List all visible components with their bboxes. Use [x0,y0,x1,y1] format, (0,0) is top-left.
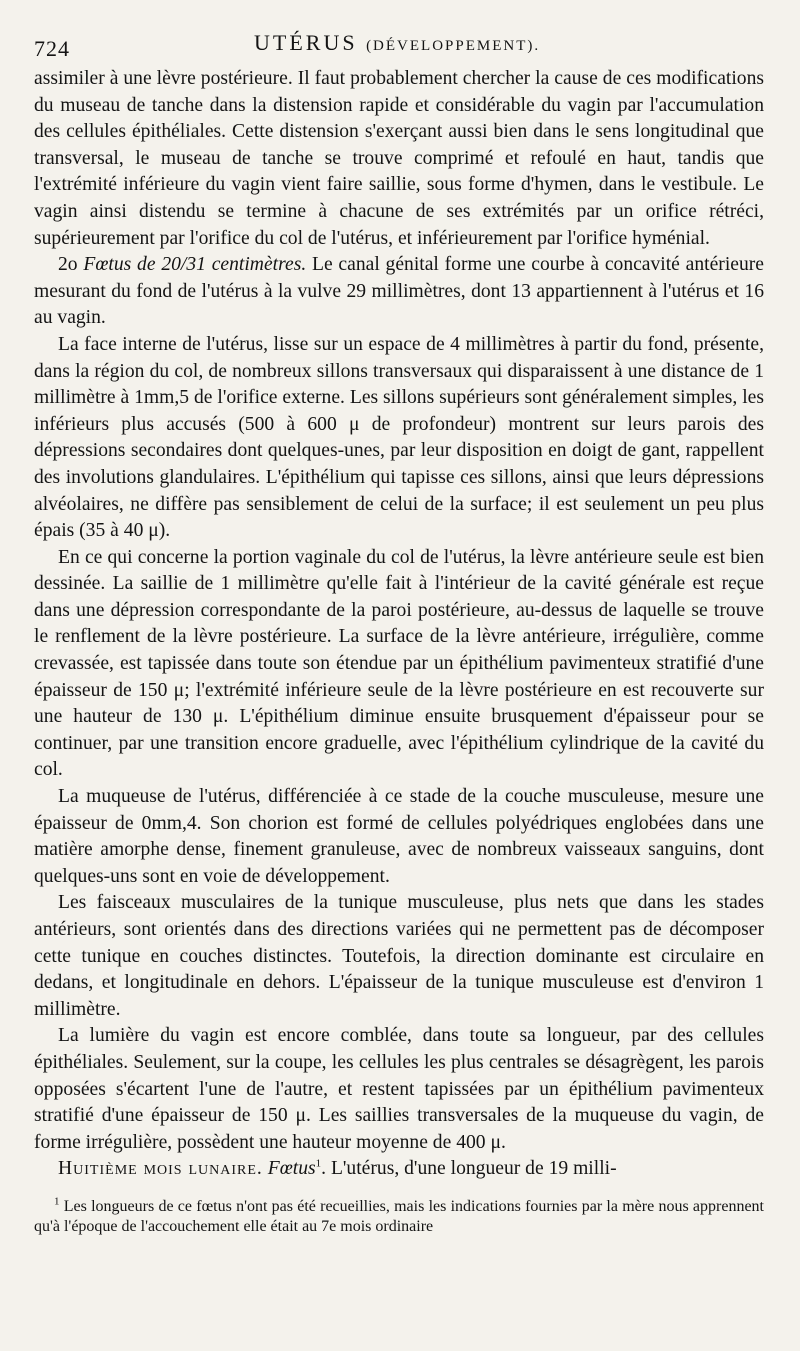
paragraph: assimiler à une lèvre postérieure. Il faut probablement chercher la cause de ces modifications du museau de tanche dans la distension rapide et considérable du vagin par l'accumulation des cellules épithéliales. Cette distension s'exerçant aussi bien dans le sens longitudinal que transversal, le museau de tanche se trouve comprimé et refoulé en haut, tandis que l'extrémité inférieure du vagin vient faire saillie, sous forme d'hymen, dans le vestibule. Le vagin ainsi distendu se termine à chacune de ses extrémités par un orifice rétréci, supérieurement par l'orifice du col de l'utérus, et inférieurement par l'orifice hyménial. [34,68,764,249]
page-number: 724 [34,36,70,61]
paragraph: Les faisceaux musculaires de la tunique musculeuse, plus nets que dans les stades antérieurs, sont orientés dans des directions variées qui ne permettent pas de décomposer cette tunique en couches distinctes. Toutefois, la direction dominante est circulaire en dedans, et longitudinale en dehors. L'épaisseur de la tunique musculeuse est d'environ 1 millimètre. [34,892,764,1020]
paragraph: En ce qui concerne la portion vaginale du col de l'utérus, la lèvre antérieure seule est bien dessinée. La saillie de 1 millimètre qu'elle fait à l'intérieur de la cavité générale est reçue dans une dépression correspondante de la paroi postérieure, au-dessus de laquelle se trouve le renflement de la lèvre postérieure. La surface de la lèvre antérieure, irrégulière, comme crevassée, est tapissée dans toute son étendue par un épithélium pavimenteux stratifié d'une épaisseur de 150 μ; l'extrémité inférieure seule de la lèvre postérieure en est recouverte sur une hauteur de 130 μ. L'épithélium diminue ensuite brusquement d'épaisseur pour se continuer, par une transition encore graduelle, avec l'épithélium cylindrique de la cavité du col. [34,546,764,781]
running-header [34,22,764,66]
section-number: 2o [58,254,78,276]
paragraph: La muqueuse de l'utérus, différenciée à ce stade de la couche musculeuse, mesure une épaisseur de 0mm,4. Son chorion est formé de cellules polyédriques englobées dans une matière amorphe dense, finement granuleuse, avec de nombreux vaisseaux sanguins, dont quelques-uns sont en voie de développement. [34,786,764,887]
paragraph: La lumière du vagin est encore comblée, dans toute sa longueur, par des cellules épithéliales. Seulement, sur la coupe, les cellules les plus centrales se désagrègent, les parois opposées s'écartent l'une de l'autre, et restent tapissées par un épithélium pavimenteux stratifié d'une épaisseur de 150 μ. Les saillies transversales de la muqueuse du vagin, de forme irrégulière, possèdent une hauteur moyenne de 400 μ. [34,1025,764,1153]
footnote [34,1197,764,1237]
footnote-separator [34,1183,764,1191]
body-text [34,66,764,1183]
footnote-mark: 1 [315,1157,322,1170]
section-text: Le canal génital forme une courbe à concavité antérieure mesurant du fond de l'utérus à la vulve 29 millimètres, dont 13 appartiennent à l'utérus et 16 au vagin. [34,254,764,329]
running-title-sub: (DÉVELOPPEMENT). [366,38,541,54]
paragraph: La face interne de l'utérus, lisse sur un espace de 4 millimètres à partir du fond, présente, dans la région du col, de nombreux sillons transversaux qui disparaissent à une distance de 1 millimètre à 1mm,5 de l'orifice externe. Les sillons supérieurs sont généralement simples, les inférieurs plus accusés (500 à 600 μ de profondeur) montrent sur leurs parois des dépressions secondaires dont quelques-unes, par leur disposition en doigt de gant, rappellent des involutions glandulaires. L'épithélium qui tapisse ces sillons, ainsi que leurs dépressions alvéolaires, ne diffère pas sensiblement de celui de la surface; il est seulement un peu plus épais (35 à 40 μ). [34,333,764,542]
section-title: Fœtus de 20/31 centimètres. [83,254,307,276]
paragraph-huitieme-mois [34,1156,764,1183]
section-heading: Huitième mois lunaire. [58,1158,263,1180]
foetus-label: Fœtus [267,1158,316,1180]
footnote-text: Les longueurs de ce fœtus n'ont pas été recueillies, mais les indications fournies par la mère nous apprennent qu'à l'époque de l'accouchement elle était au 7e mois ordinaire [34,1197,764,1235]
paragraph-foetus-20-31 [34,252,764,332]
running-title-main: UTÉRUS [254,30,358,55]
running-title [254,30,540,56]
footnote-number: 1 [54,1195,60,1208]
paragraph-text: . L'utérus, d'une longueur de 19 milli- [321,1158,617,1180]
